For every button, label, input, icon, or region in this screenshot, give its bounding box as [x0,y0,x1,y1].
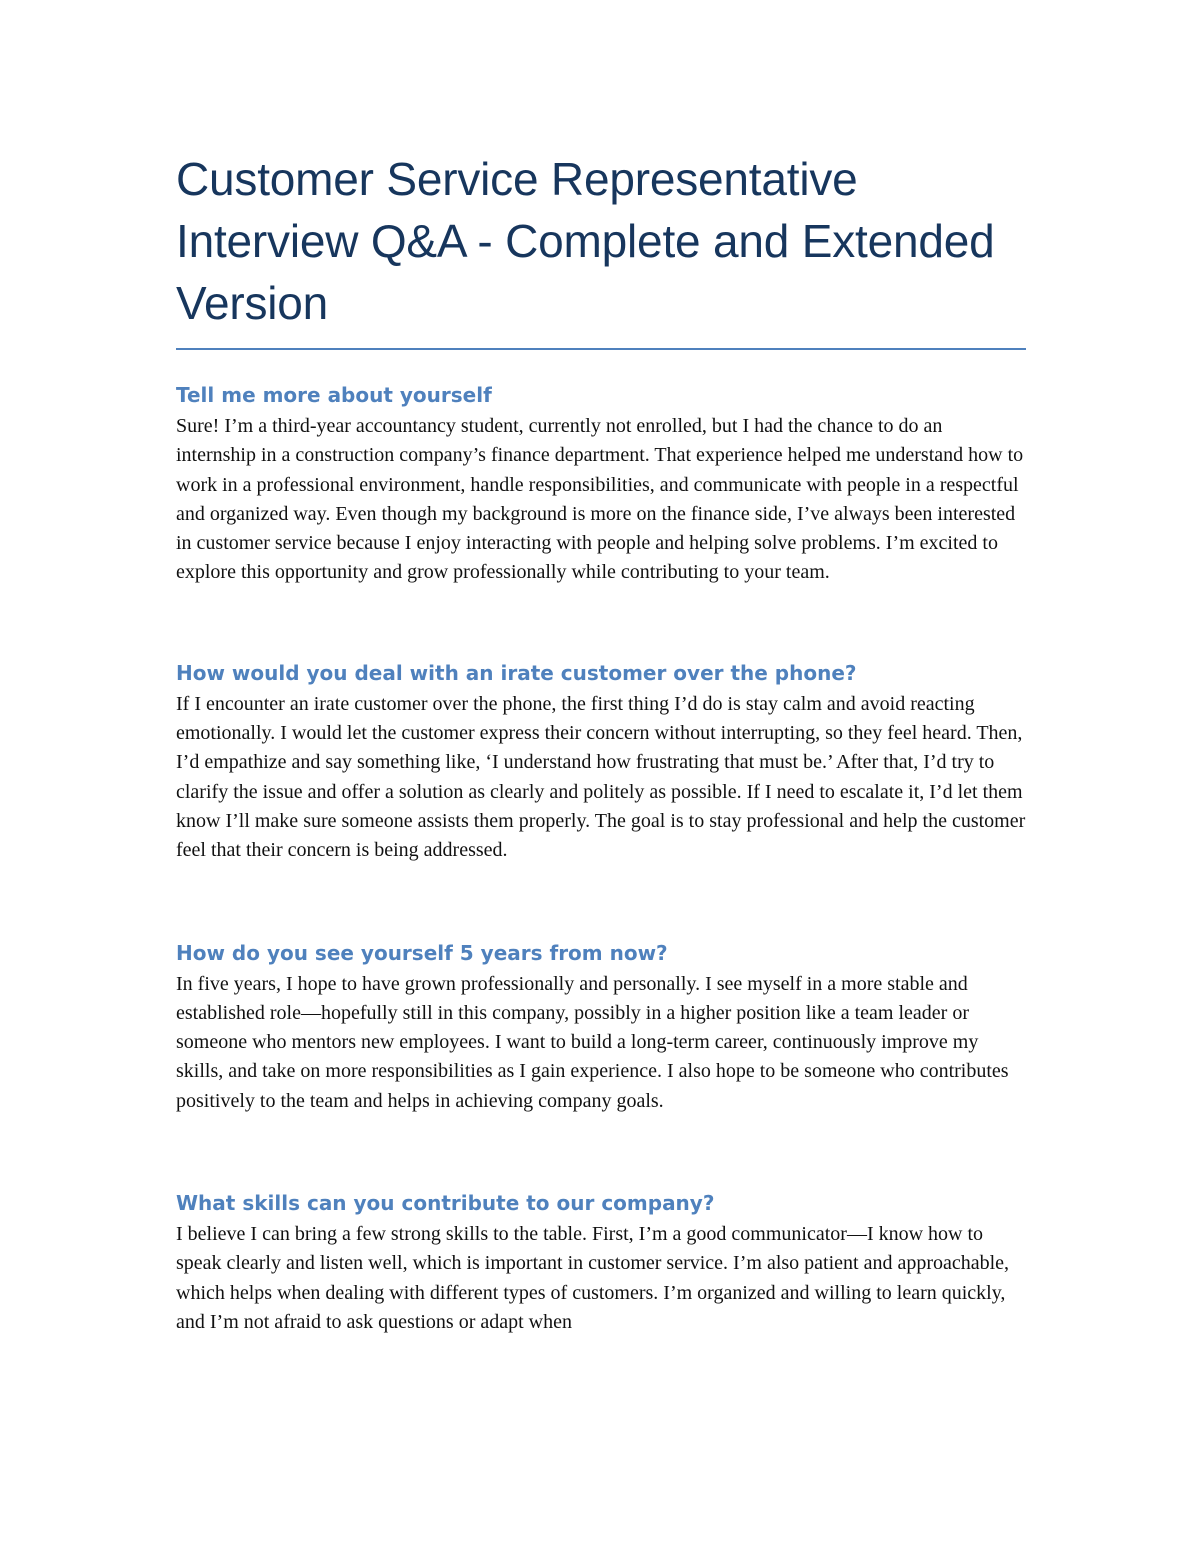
title-underline [176,348,1026,350]
answer-paragraph: If I encounter an irate customer over the phone, the first thing I’d do is stay calm and avoid reacting emotionally. I would let the customer express their concern without interrupting, so they feel heard. Then, I’d empathize and say something like, ‘I understand how frustrating that must be.’ After that, I’d try to clarify the issue and offer a solution as clearly and politely as possible. If I need to escalate it, I’d let them know I’ll make sure someone assists them properly. The goal is to stay professional and help the customer feel that their concern is being addressed. [176,692,1026,862]
qa-section [176,1186,1026,1337]
question-heading: Tell me more about yourself [176,383,492,407]
document-title: Customer Service Representative Interview Q&A - Complete and Extended Version [176,153,995,329]
qa-section [176,656,1026,866]
answer-paragraph: In five years, I hope to have grown professionally and personally. I see myself in a more stable and established role—hopefully still in this company, possibly in a higher position like a team leader or someone who mentors new employees. I want to build a long-term career, continuously improve my skills, and take on more responsibilities as I gain experience. I also hope to be someone who contributes positively to the team and helps in achieving company goals. [176,972,1009,1112]
qa-section [176,936,1026,1116]
document-body [176,148,1026,1337]
question-heading: What skills can you contribute to our company? [176,1191,715,1216]
answer-paragraph: I believe I can bring a few strong skills to the table. First, I’m a good communicator—I know how to speak clearly and listen well, which is important in customer service. I’m also patient and approachable, which helps when dealing with different types of customers. I’m organized and willing to learn quickly, and I’m not afraid to ask questions or adapt when [176,1223,1010,1333]
qa-section [176,378,1026,588]
question-heading: How do you see yourself 5 years from now? [176,940,668,965]
answer-paragraph: Sure! I’m a third-year accountancy student, currently not enrolled, but I had the chance to do an internship in a construction company’s finance department. That experience helped me understand how to work in a professional environment, handle responsibilities, and communicate with people in a respectful and organized way. Even though my background is more on the finance side, I’ve always been interested in customer service because I enjoy interacting with people and helping solve problems. I’m excited to explore this opportunity and grow professionally while contributing to your team. [176,415,1024,584]
question-heading: How would you deal with an irate customer over the phone? [176,660,857,685]
